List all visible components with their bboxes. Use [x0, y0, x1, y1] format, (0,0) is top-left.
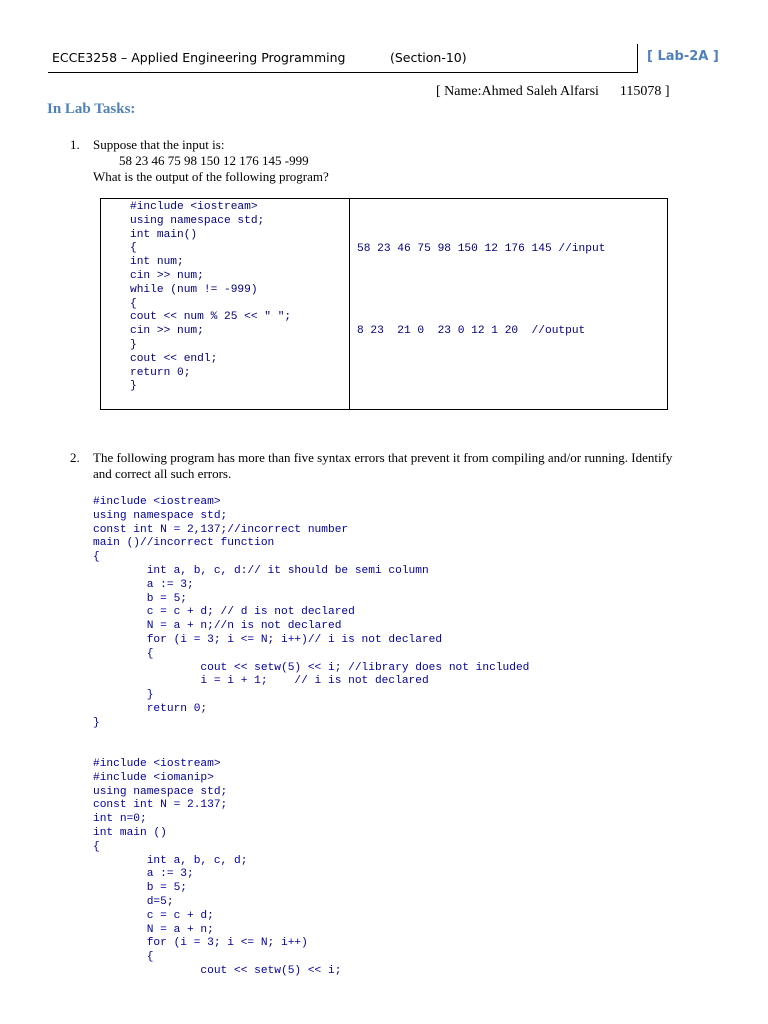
- code-line: return 0;: [93, 702, 208, 715]
- code-line: }: [130, 380, 137, 393]
- code-line: int a, b, c, d:// it should be semi column: [93, 564, 429, 577]
- code-line: int a, b, c, d;: [93, 854, 248, 867]
- code-line: {: [93, 951, 154, 964]
- code-line: }: [130, 338, 137, 351]
- task-2-number: 2.: [70, 450, 80, 465]
- code-line: {: [130, 242, 137, 255]
- code-line: N = a + n;: [93, 923, 214, 936]
- student-name-line: [ Name:Ahmed Saleh Alfarsi 115078 ]: [436, 84, 670, 99]
- code-line: d=5;: [93, 895, 174, 908]
- code-line: b = 5;: [93, 882, 187, 895]
- code-line: main ()//incorrect function: [93, 537, 275, 550]
- code-line: {: [93, 840, 100, 853]
- code-line: for (i = 3; i <= N; i++): [93, 937, 308, 950]
- code-line: cin >> num;: [130, 269, 204, 282]
- code-line: cout << endl;: [130, 352, 218, 365]
- code-line: return 0;: [130, 366, 191, 379]
- code-line: #include <iostream>: [93, 496, 221, 508]
- code-line: const int N = 2,137;//incorrect number: [93, 523, 349, 536]
- code-line: c = c + d;: [93, 909, 214, 922]
- answer-input-line: 58 23 46 75 98 150 12 176 145 //input: [357, 242, 606, 255]
- code-line: using namespace std;: [130, 214, 265, 227]
- code-line: }: [93, 716, 100, 729]
- course-title: ECCE3258 – Applied Engineering Programming: [52, 50, 346, 65]
- header-divider: [48, 72, 638, 73]
- code-line: cout << setw(5) << i; //library does not included: [93, 661, 530, 674]
- lab-tag: [ Lab-2A ]: [647, 49, 719, 64]
- course-section: (Section-10): [390, 50, 467, 65]
- code-line: {: [130, 297, 137, 310]
- code-line: {: [93, 647, 154, 660]
- code-line: using namespace std;: [93, 785, 228, 798]
- task-2-corrected-code: [93, 758, 341, 979]
- table-column-divider: [349, 199, 350, 409]
- code-line: #include <iostream>: [93, 758, 221, 770]
- code-line: int num;: [130, 256, 184, 269]
- code-line: int main (): [93, 826, 167, 839]
- section-heading: In Lab Tasks:: [47, 101, 136, 117]
- task-1-number: 1.: [70, 137, 80, 152]
- code-line: cout << setw(5) << i;: [93, 964, 342, 977]
- task-1-program-code: [130, 201, 291, 394]
- code-line: cin >> num;: [130, 325, 204, 338]
- code-line: for (i = 3; i <= N; i++)// i is not declared: [93, 633, 443, 646]
- code-line: const int N = 2.137;: [93, 799, 228, 812]
- task-2: [70, 450, 690, 484]
- task-1: [70, 137, 690, 187]
- task-1-intro: Suppose that the input is:: [93, 137, 225, 152]
- code-line: int n=0;: [93, 813, 147, 826]
- code-line: a := 3;: [93, 868, 194, 881]
- task-2-text: The following program has more than five syntax errors that prevent it from compiling and/or running. Identify and correct all such errors.: [93, 450, 673, 481]
- code-line: a := 3;: [93, 578, 194, 591]
- code-line: while (num != -999): [130, 283, 258, 296]
- task-1-code-table: [100, 198, 668, 410]
- code-line: cout << num % 25 << " ";: [130, 311, 292, 324]
- code-line: }: [93, 689, 154, 702]
- code-line: {: [93, 551, 100, 564]
- task-1-input: 58 23 46 75 98 150 12 176 145 -999: [119, 153, 309, 168]
- header-vertical-divider: [637, 44, 638, 72]
- code-line: N = a + n;//n is not declared: [93, 620, 342, 633]
- task-1-question: What is the output of the following program?: [93, 169, 329, 184]
- code-line: b = 5;: [93, 592, 187, 605]
- task-2-original-code: [93, 496, 529, 731]
- code-line: using namespace std;: [93, 509, 228, 522]
- code-line: int main(): [130, 228, 198, 241]
- code-line: #include <iostream>: [130, 201, 258, 213]
- task-1-answer: [357, 215, 605, 367]
- answer-blank-line: [357, 284, 605, 298]
- code-line: i = i + 1; // i is not declared: [93, 675, 429, 688]
- answer-output-line: 8 23 21 0 23 0 12 1 20 //output: [357, 325, 586, 338]
- code-line: #include <iomanip>: [93, 771, 214, 784]
- code-line: c = c + d; // d is not declared: [93, 606, 355, 619]
